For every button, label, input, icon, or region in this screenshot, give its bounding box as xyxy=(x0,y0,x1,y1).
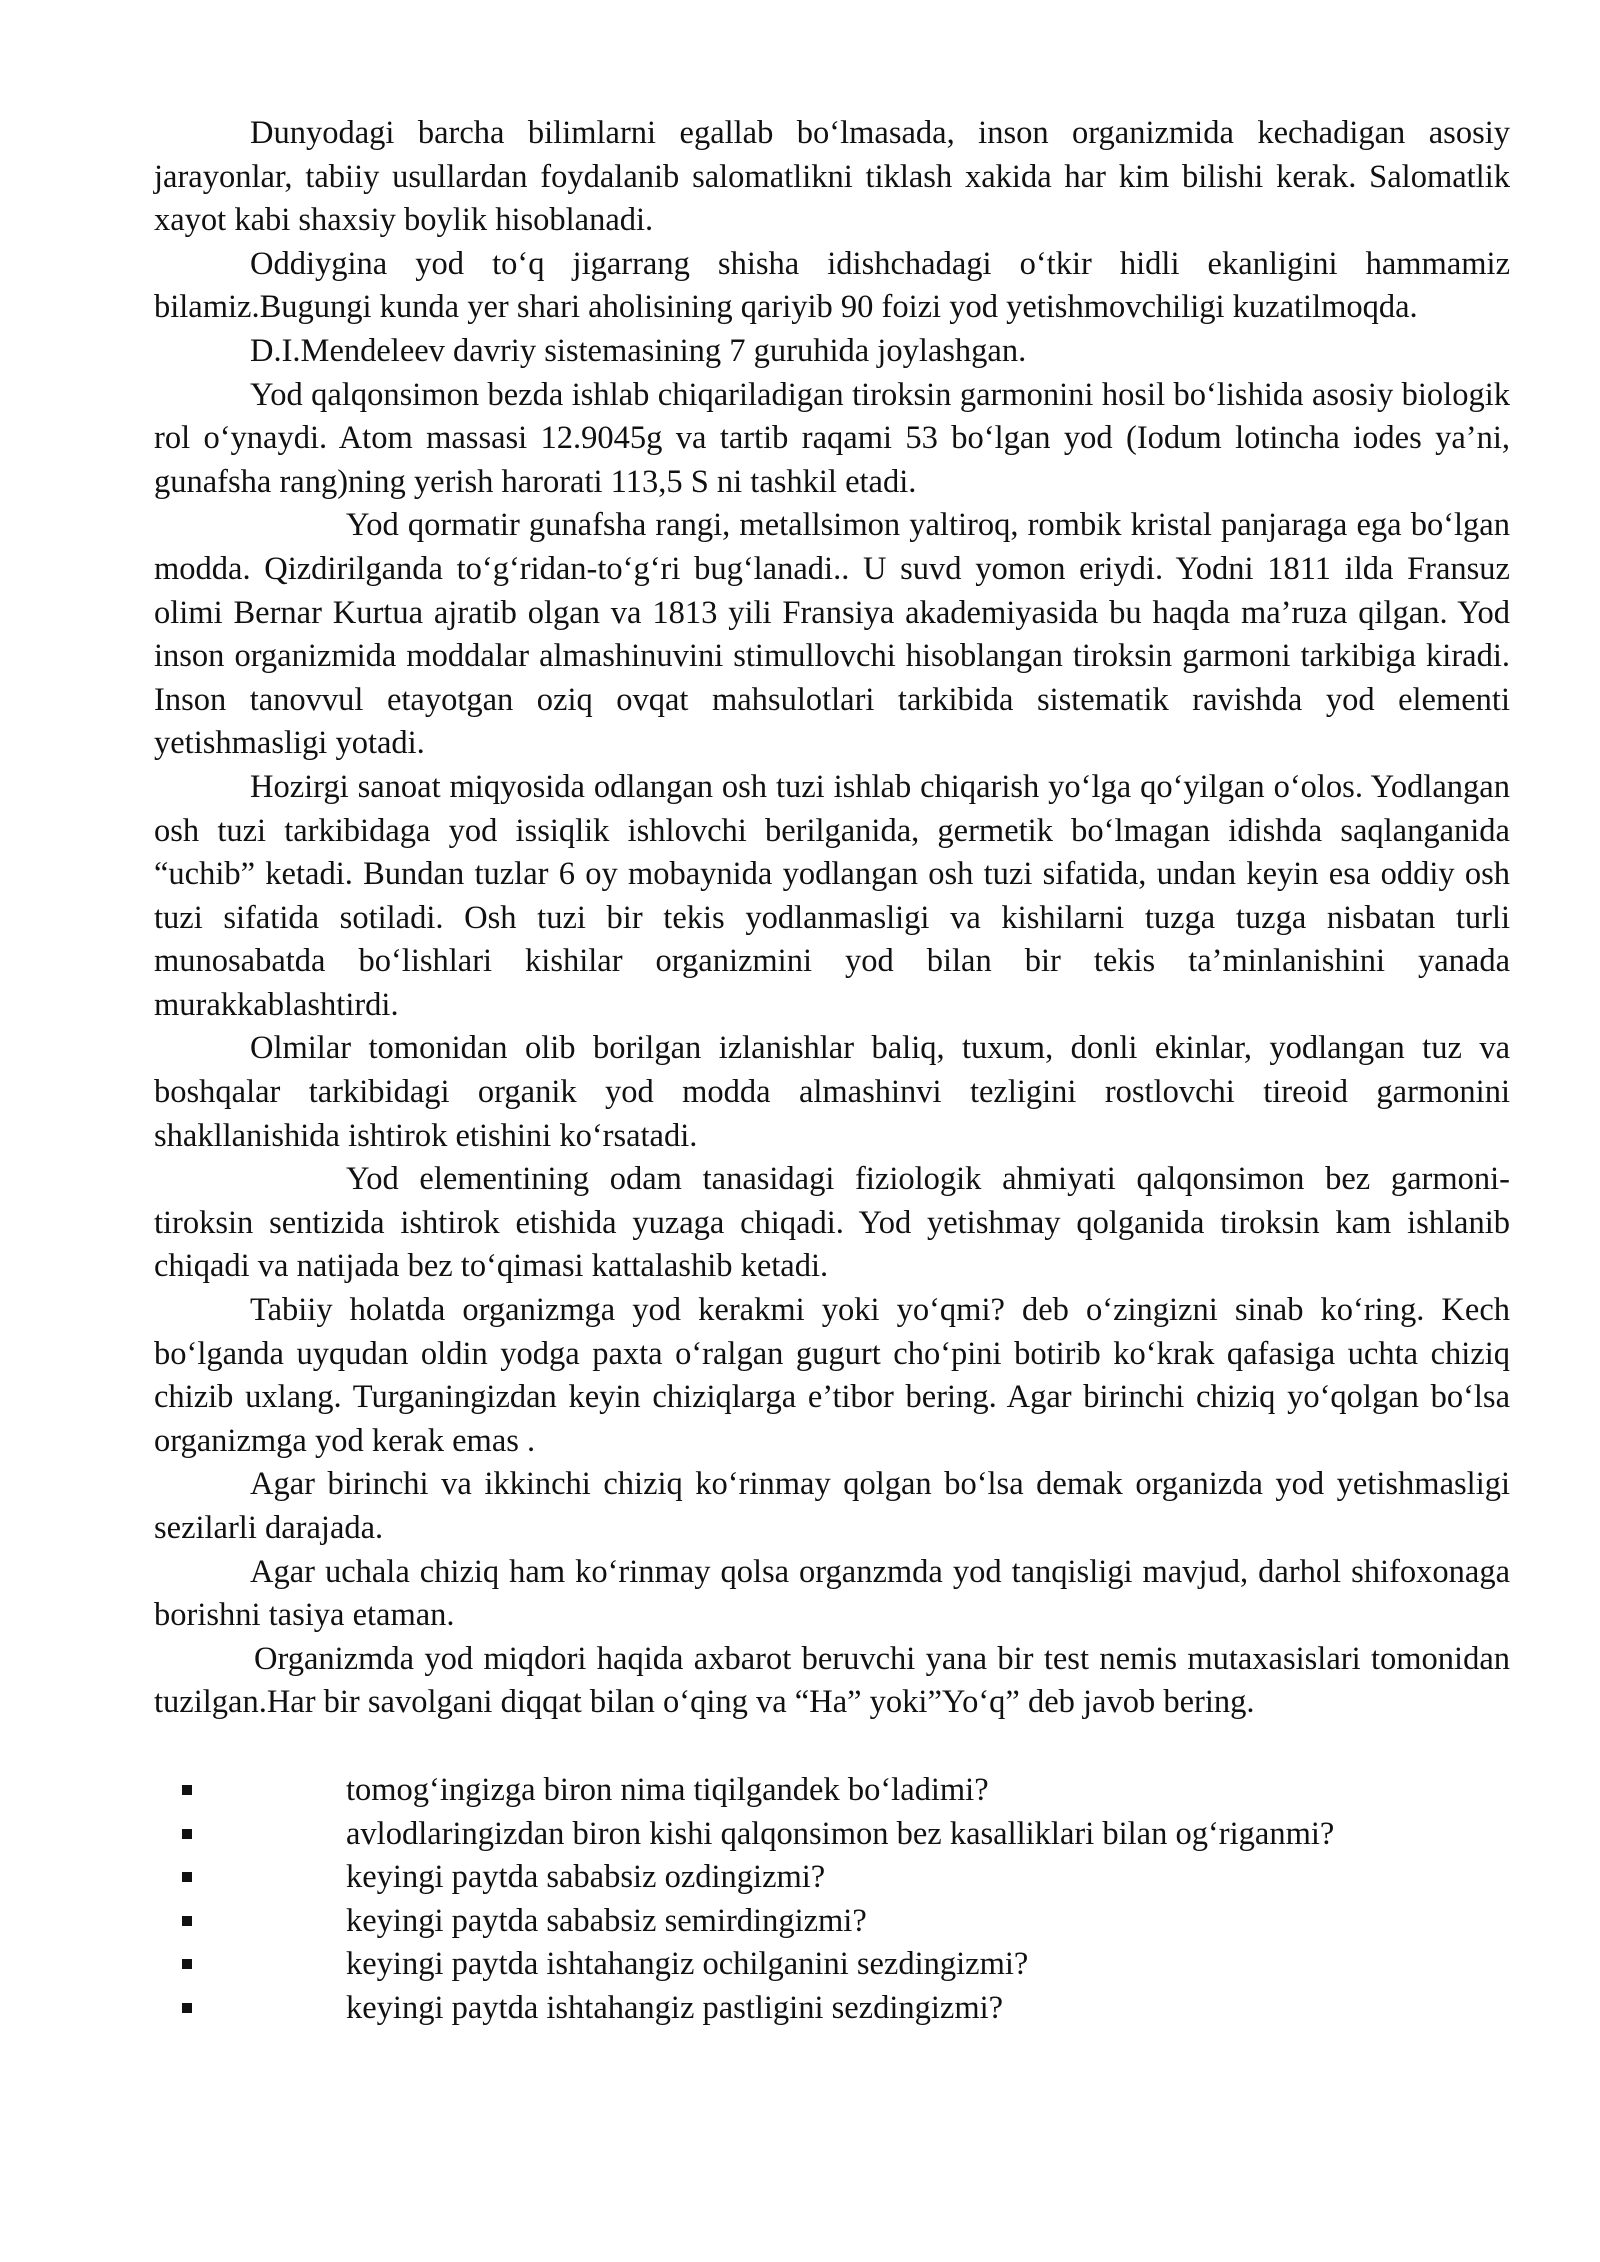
square-bullet-icon xyxy=(182,1959,192,1969)
question-text: avlodlaringizdan biron kishi qalqonsimon bez kasalliklari bilan og‘riganmi? xyxy=(346,1815,1335,1852)
question-list xyxy=(154,1769,1510,2031)
question-text: keyingi paytda ishtahangiz pastligini sezdingizmi? xyxy=(346,1989,1004,2026)
list-item xyxy=(154,1769,1510,1813)
question-text: keyingi paytda ishtahangiz ochilganini sezdingizmi? xyxy=(346,1946,1029,1983)
document-page xyxy=(154,112,1510,2031)
paragraph-properties: Yod qormatir gunafsha rangi, metallsimon yaltiroq, rombik kristal panjaraga ega bo‘lgan modda. Qizdirilganda to‘g‘ridan-to‘g‘ri bug‘lanadi.. U suvd yomon eriydi. Yodni 1811 ilda Fransuz olimi Bernar Kurtua ajratib olgan va 1813 yili Fransiya akademiyasida bu haqda ma’ruza qilgan. Yod inson organizmida moddalar almashinuvini stimullovchi hisoblangan tiroksin garmoni tarkibiga kiradi. Inson tanovvul etayotgan oziq ovqat mahsulotlari tarkibida sistematik ravishda yod elementi yetishmasligi yotadi. xyxy=(154,507,1510,762)
paragraph-research: Olmilar tomonidan olib borilgan izlanishlar baliq, tuxum, donli ekinlar, yodlangan tuz va boshqalar tarkibidagi organik yod modda almashinvi tezligini rostlovchi tireoid garmonini shakllanishida ishtirok etishini ko‘rsatadi. xyxy=(154,1030,1510,1154)
paragraph-physiology: Yod elementining odam tanasidagi fiziologik ahmiyati qalqonsimon bez garmoni- tiroksin sentizida ishtirok etishida yuzaga chiqadi. Yod yetishmay qolganida tiroksin kam ishlanib chiqadi va natijada bez to‘qimasi kattalashib ketadi. xyxy=(154,1161,1510,1285)
paragraph-thyroid-role: Yod qalqonsimon bezda ishlab chiqariladigan tiroksin garmonini hosil bo‘lishida asosiy biologik rol o‘ynaydi. Atom massasi 12.9045g va tartib raqami 53 bo‘lgan yod (Iodum lotincha iodes ya’ni, gunafsha rang)ning yerish harorati 113,5 S ni tashkil etadi. xyxy=(154,376,1510,500)
list-item xyxy=(154,1900,1510,1944)
square-bullet-icon xyxy=(182,1785,192,1795)
paragraph-iodized-salt: Hozirgi sanoat miqyosida odlangan osh tuzi ishlab chiqarish yo‘lga qo‘yilgan o‘olos. Yodlangan osh tuzi tarkibidaga yod issiqlik ishlovchi berilganida, germetik bo‘lmagan idishda saqlanganida “uchib” ketadi. Bundan tuzlar 6 oy mobaynida yodlangan osh tuzi sifatida, undan keyin esa oddiy osh tuzi sifatida sotiladi. Osh tuzi bir tekis yodlanmasligi va kishilarni tuzga tuzga nisbatan turli munosabatda bo‘lishlari kishilar organizmini yod bilan bir tekis ta’minlanishini yanada murakkablashtirdi. xyxy=(154,768,1510,1023)
paragraph-german-test: Organizmda yod miqdori haqida axbarot beruvchi yana bir test nemis mutaxasislari tomonidan tuzilgan.Har bir savolgani diqqat bilan o‘qing va “Ha” yoki”Yo‘q” deb javob bering. xyxy=(154,1640,1510,1721)
question-text: tomog‘ingizga biron nima tiqilgandek bo‘ladimi? xyxy=(346,1771,989,1808)
paragraph-iodine-bottle: Oddiygina yod to‘q jigarrang shisha idishchadagi o‘tkir hidli ekanligini hammamiz bilamiz.Bugungi kunda yer shari aholisining qariyib 90 foizi yod yetishmovchiligi kuzatilmoqda. xyxy=(154,245,1510,326)
list-item xyxy=(154,1943,1510,1987)
paragraph-mendeleev: D.I.Mendeleev davriy sistemasining 7 guruhida joylashgan. xyxy=(250,332,1027,369)
paragraph-second-line: Agar birinchi va ikkinchi chiziq ko‘rinmay qolgan bo‘lsa demak organizda yod yetishmasligi sezilarli darajada. xyxy=(154,1466,1510,1546)
paragraph-self-test: Tabiiy holatda organizmga yod kerakmi yoki yo‘qmi? deb o‘zingizni sinab ko‘ring. Kech bo‘lganda uyqudan oldin yodga paxta o‘ralgan gugurt cho‘pini botirib ko‘krak qafasiga uchta chiziq chizib uxlang. Turganingizdan keyin chiziqlarga e’tibor bering. Agar birinchi chiziq yo‘qolgan bo‘lsa organizmga yod kerak emas . xyxy=(154,1292,1510,1459)
square-bullet-icon xyxy=(182,2003,192,2013)
paragraph-intro: Dunyodagi barcha bilimlarni egallab bo‘lmasada, inson organizmida kechadigan asosiy jarayonlar, tabiiy usullardan foydalanib salomatlikni tiklash xakida har kim bilishi kerak. Salomatlik xayot kabi shaxsiy boylik hisoblanadi. xyxy=(154,115,1510,239)
question-text: keyingi paytda sababsiz ozdingizmi? xyxy=(346,1859,826,1896)
paragraph-third-line: Agar uchala chiziq ham ko‘rinmay qolsa organzmda yod tanqisligi mavjud, darhol shifoxonaga borishni tasiya etaman. xyxy=(154,1553,1510,1634)
list-item xyxy=(154,1987,1510,2031)
question-text: keyingi paytda sababsiz semirdingizmi? xyxy=(346,1902,867,1939)
list-item xyxy=(154,1856,1510,1900)
square-bullet-icon xyxy=(182,1872,192,1882)
square-bullet-icon xyxy=(182,1829,192,1839)
square-bullet-icon xyxy=(182,1916,192,1926)
list-item xyxy=(154,1813,1510,1857)
